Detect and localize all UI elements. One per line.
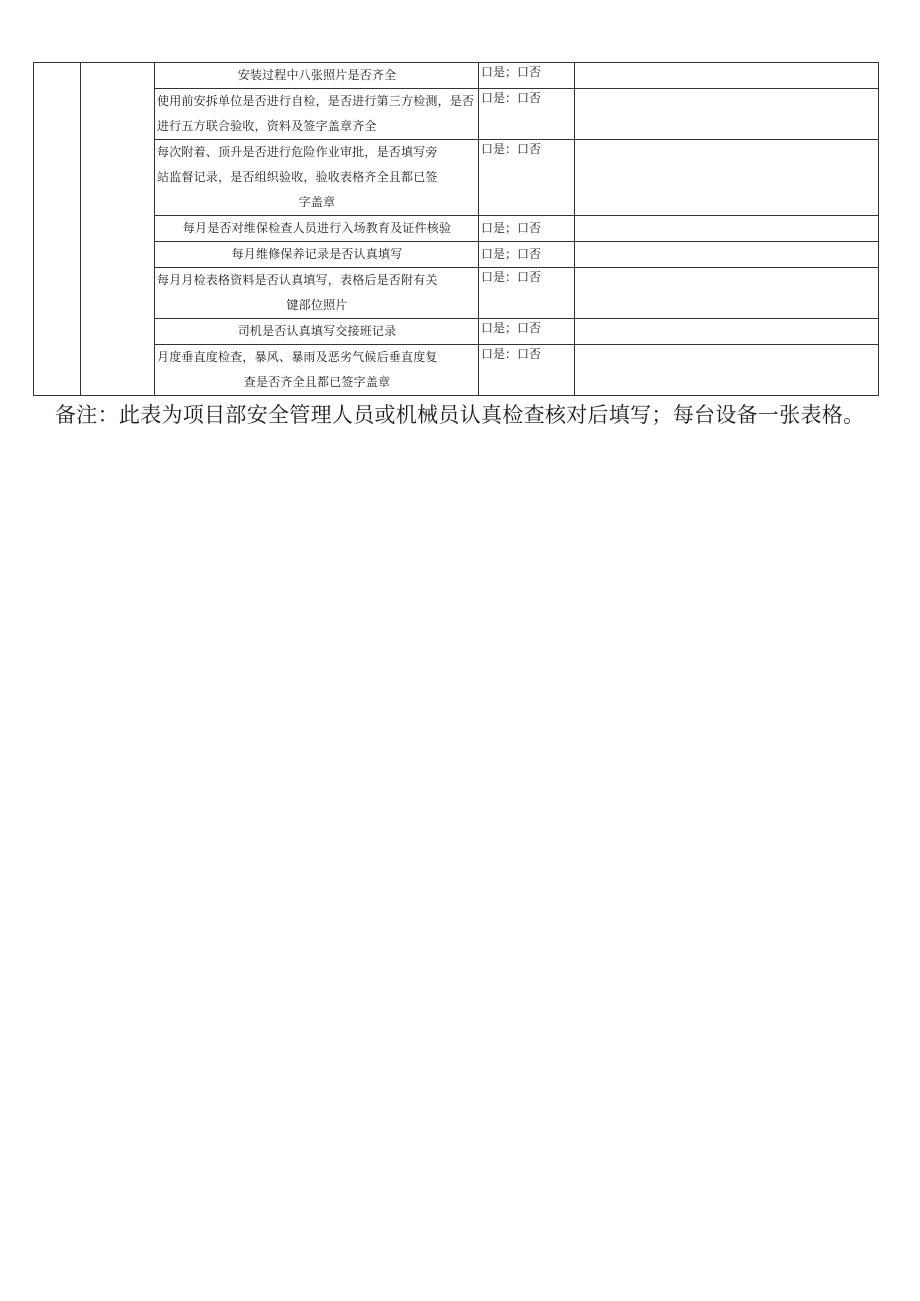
check-item — [155, 268, 479, 319]
table-row — [34, 216, 879, 242]
table-row — [34, 319, 879, 345]
table-row — [34, 63, 879, 89]
check-item-line: 每次附着、顶升是否进行危险作业审批，是否填写旁 — [157, 145, 438, 159]
result-cell[interactable] — [575, 268, 879, 319]
check-item: 安装过程中八张照片是否齐全 — [155, 63, 479, 89]
result-cell[interactable] — [575, 216, 879, 242]
table-row — [34, 140, 879, 216]
check-item — [155, 345, 479, 396]
table-row — [34, 242, 879, 268]
check-item: 每月维修保养记录是否认真填写 — [155, 242, 479, 268]
yes-no-option: 口是：口否 — [479, 140, 575, 216]
remark-note: 备注：此表为项目部安全管理人员或机械员认真检查核对后填写；每台设备一张表格。 — [55, 403, 865, 427]
check-item: 司机是否认真填写交接班记录 — [155, 319, 479, 345]
yes-no-option: 口是；口否 — [479, 63, 575, 89]
result-cell[interactable] — [575, 140, 879, 216]
table-row — [34, 345, 879, 396]
result-cell[interactable] — [575, 242, 879, 268]
check-item-line: 每月月检表格资料是否认真填写，表格后是否附有关 — [157, 273, 438, 287]
inspection-checklist-table — [33, 62, 879, 396]
merged-category-cell — [34, 63, 81, 396]
table-row — [34, 268, 879, 319]
result-cell[interactable] — [575, 89, 879, 140]
check-item — [155, 140, 479, 216]
check-item-line: 字盖章 — [298, 195, 336, 209]
yes-no-option: 口是；口否 — [479, 216, 575, 242]
check-item-line: 键部位照片 — [286, 298, 348, 312]
merged-subcategory-cell — [81, 63, 155, 396]
check-item-line: 站监督记录，是否组织验收，验收表格齐全且都已签 — [157, 170, 438, 184]
table-row — [34, 89, 879, 140]
result-cell[interactable] — [575, 345, 879, 396]
yes-no-option: 口是；口否 — [479, 319, 575, 345]
result-cell[interactable] — [575, 319, 879, 345]
result-cell[interactable] — [575, 63, 879, 89]
yes-no-option: 口是；口否 — [479, 242, 575, 268]
check-item-line: 查是否齐全且都已签字盖章 — [243, 375, 391, 389]
yes-no-option: 口是：口否 — [479, 268, 575, 319]
check-item: 使用前安拆单位是否进行自检，是否进行第三方检测，是否进行五方联合验收，资料及签字盖章齐全 — [155, 89, 479, 140]
check-item-line: 月度垂直度检查，暴风、暴雨及恶劣气候后垂直度复 — [157, 350, 438, 364]
yes-no-option: 口是：口否 — [479, 89, 575, 140]
yes-no-option: 口是：口否 — [479, 345, 575, 396]
check-item: 每月是否对维保检查人员进行入场教育及证件核验 — [155, 216, 479, 242]
